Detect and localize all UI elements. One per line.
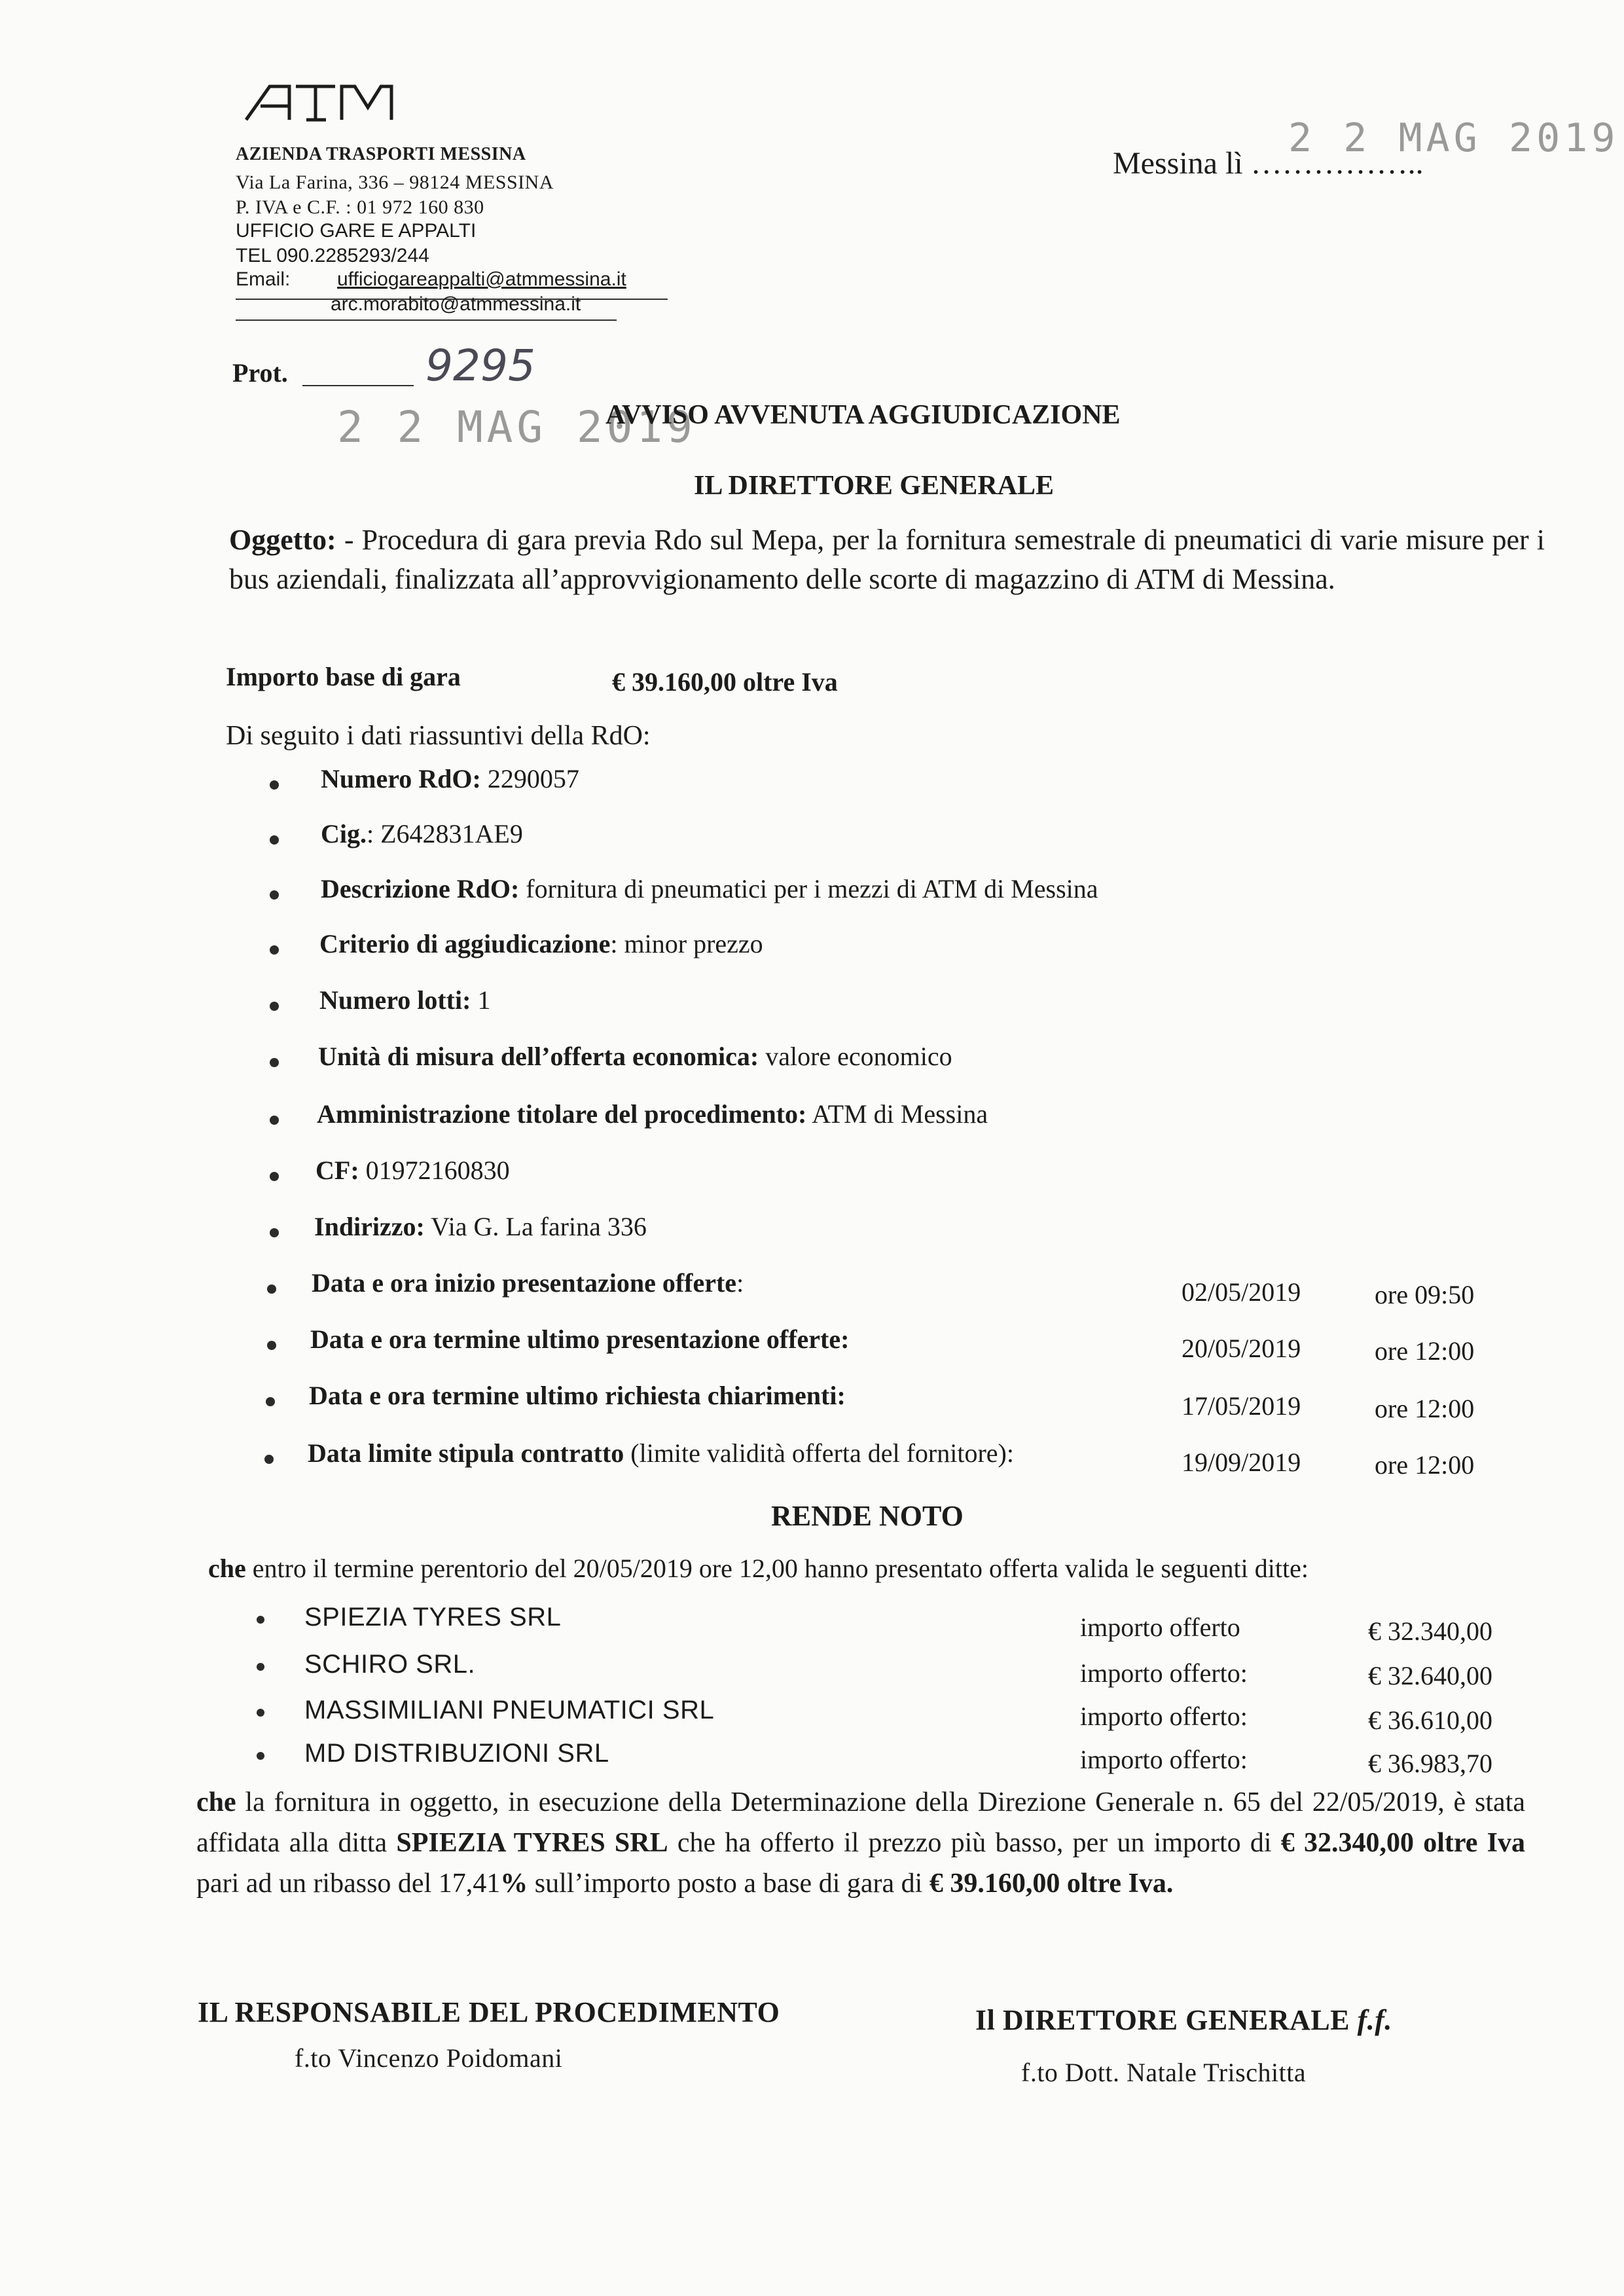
bidder-name: MD DISTRIBUZIONI SRL: [304, 1739, 609, 1768]
signature-right-title: Il DIRETTORE GENERALE f.f.: [975, 2004, 1392, 2036]
bullet: [264, 1455, 274, 1464]
list-item: Indirizzo: Via G. La farina 336: [314, 1212, 647, 1241]
company-name: AZIENDA TRASPORTI MESSINA: [236, 144, 526, 164]
bidder-amount: € 32.340,00: [1368, 1616, 1492, 1646]
award-base: € 39.160,00 oltre Iva.: [929, 1868, 1174, 1899]
protocol-blank: [302, 385, 414, 386]
signature-right-name: f.to Dott. Natale Trischitta: [1021, 2058, 1307, 2087]
bidder-amount-label: importo offerto:: [1080, 1658, 1248, 1688]
office-phone: TEL 090.2285293/244: [236, 245, 429, 266]
list-item: Unità di misura dell’offerta economica: valore economico: [318, 1042, 952, 1071]
time-value: ore 12:00: [1375, 1336, 1475, 1366]
list-item: Data limite stipula contratto (limite validità offerta del fornitore):: [308, 1438, 1014, 1468]
bullet: [257, 1616, 264, 1624]
bullet: [270, 1058, 279, 1067]
award-paragraph: che la fornitura in oggetto, in esecuzione della Determinazione della Direzione Generale n. 65 del 22/05/2019, è stata affidata alla ditta SPIEZIA TYRES SRL che ha offerto il prezzo più basso, per un importo di € 32.340,00 oltre Iva pari ad un ribasso del 17,41% sull’importo posto a base di gara di € 39.160,00 oltre Iva.: [196, 1787, 1525, 1899]
time-value: ore 12:00: [1375, 1394, 1475, 1423]
list-item: Data e ora termine ultimo presentazione offerte:: [310, 1324, 850, 1354]
email-link-morabito[interactable]: arc.morabito@atmmessina.it: [331, 293, 581, 315]
bullet: [270, 890, 279, 900]
date-stamp-top: 2 2 MAG 2019: [1288, 115, 1619, 161]
bidder-amount-label: importo offerto:: [1080, 1702, 1248, 1731]
bullet: [270, 1116, 279, 1125]
protocol-number: 9295: [425, 340, 535, 391]
bullet: [270, 1172, 279, 1181]
notice-title: AVVISO AVVENUTA AGGIUDICAZIONE: [605, 400, 1121, 430]
list-item: Descrizione RdO: fornitura di pneumatici per i mezzi di ATM di Messina: [321, 874, 1098, 903]
bidder-amount: € 32.640,00: [1368, 1661, 1492, 1690]
bidder-amount-label: importo offerto: [1080, 1613, 1240, 1642]
place-date-label: Messina lì ……………..: [1113, 146, 1424, 181]
base-amount-label: Importo base di gara: [226, 662, 461, 691]
list-item: Cig.: Z642831AE9: [321, 819, 523, 848]
date-value: 19/09/2019: [1182, 1448, 1301, 1477]
subject-text: - Procedura di gara previa Rdo sul Mepa, per la fornitura semestrale di pneumatici di varie misure per i bus aziendali, finalizzata all’approvvigionamento delle scorte di magazzino di ATM di Messina.: [229, 524, 1545, 595]
list-item: Data e ora termine ultimo richiesta chiarimenti:: [309, 1381, 846, 1410]
company-address: Via La Farina, 336 – 98124 MESSINA: [236, 172, 554, 193]
award-amount: € 32.340,00 oltre Iva: [1280, 1828, 1525, 1858]
bullet: [270, 1228, 279, 1237]
bidders-intro: che entro il termine perentorio del 20/05/2019 ore 12,00 hanno presentato offerta valida le seguenti ditte:: [208, 1554, 1308, 1583]
date-stamp-protocol: 2 2 MAG 2019: [337, 402, 696, 452]
bullet: [270, 835, 279, 845]
atm-logo: [244, 84, 394, 122]
base-amount-value: € 39.160,00 oltre Iva: [612, 667, 838, 697]
list-item: CF: 01972160830: [316, 1156, 510, 1185]
email-link-gare[interactable]: ufficiogareappalti@atmmessina.it: [337, 268, 626, 290]
time-value: ore 12:00: [1375, 1450, 1475, 1480]
bullet: [270, 780, 279, 790]
bullet: [267, 1341, 276, 1350]
bidder-name: SCHIRO SRL.: [304, 1650, 476, 1679]
bidder-amount: € 36.610,00: [1368, 1705, 1492, 1735]
rende-noto-heading: RENDE NOTO: [771, 1500, 964, 1532]
date-value: 20/05/2019: [1182, 1334, 1301, 1363]
protocol-label: Prot.: [232, 358, 288, 388]
date-value: 02/05/2019: [1182, 1277, 1301, 1307]
subject-label: Oggetto:: [229, 524, 336, 556]
bullet: [257, 1663, 264, 1671]
bullet: [267, 1285, 276, 1294]
rdo-intro: Di seguito i dati riassuntivi della RdO:: [226, 721, 651, 751]
list-item: Numero lotti: 1: [319, 985, 491, 1015]
director-title: IL DIRETTORE GENERALE: [694, 471, 1055, 501]
bullet: [270, 945, 279, 955]
company-vat: P. IVA e C.F. : 01 972 160 830: [236, 196, 484, 218]
list-item: Criterio di aggiudicazione: minor prezzo: [319, 929, 763, 958]
date-value: 17/05/2019: [1182, 1391, 1301, 1421]
list-item: Amministrazione titolare del procedimento: ATM di Messina: [317, 1099, 988, 1129]
signature-left-name: f.to Vincenzo Poidomani: [295, 2043, 563, 2073]
bidder-name: SPIEZIA TYRES SRL: [304, 1603, 562, 1631]
office-name: UFFICIO GARE E APPALTI: [236, 220, 477, 242]
bidder-amount-label: importo offerto:: [1080, 1745, 1248, 1774]
signature-left-title: IL RESPONSABILE DEL PROCEDIMENTO: [198, 1996, 780, 2028]
time-value: ore 09:50: [1375, 1280, 1475, 1309]
winner-name: SPIEZIA TYRES SRL: [396, 1828, 668, 1858]
list-item: Numero RdO: 2290057: [321, 764, 579, 793]
bullet: [257, 1709, 264, 1717]
subject-paragraph: [229, 520, 1545, 599]
bidder-amount: € 36.983,70: [1368, 1749, 1492, 1778]
list-item: Data e ora inizio presentazione offerte:: [312, 1268, 744, 1298]
bullet: [257, 1752, 264, 1760]
bullet: [266, 1397, 275, 1406]
email-label: Email:: [236, 268, 291, 290]
bidder-name: MASSIMILIANI PNEUMATICI SRL: [304, 1696, 715, 1724]
header-rule-2: [236, 319, 617, 321]
bullet: [270, 1002, 279, 1011]
